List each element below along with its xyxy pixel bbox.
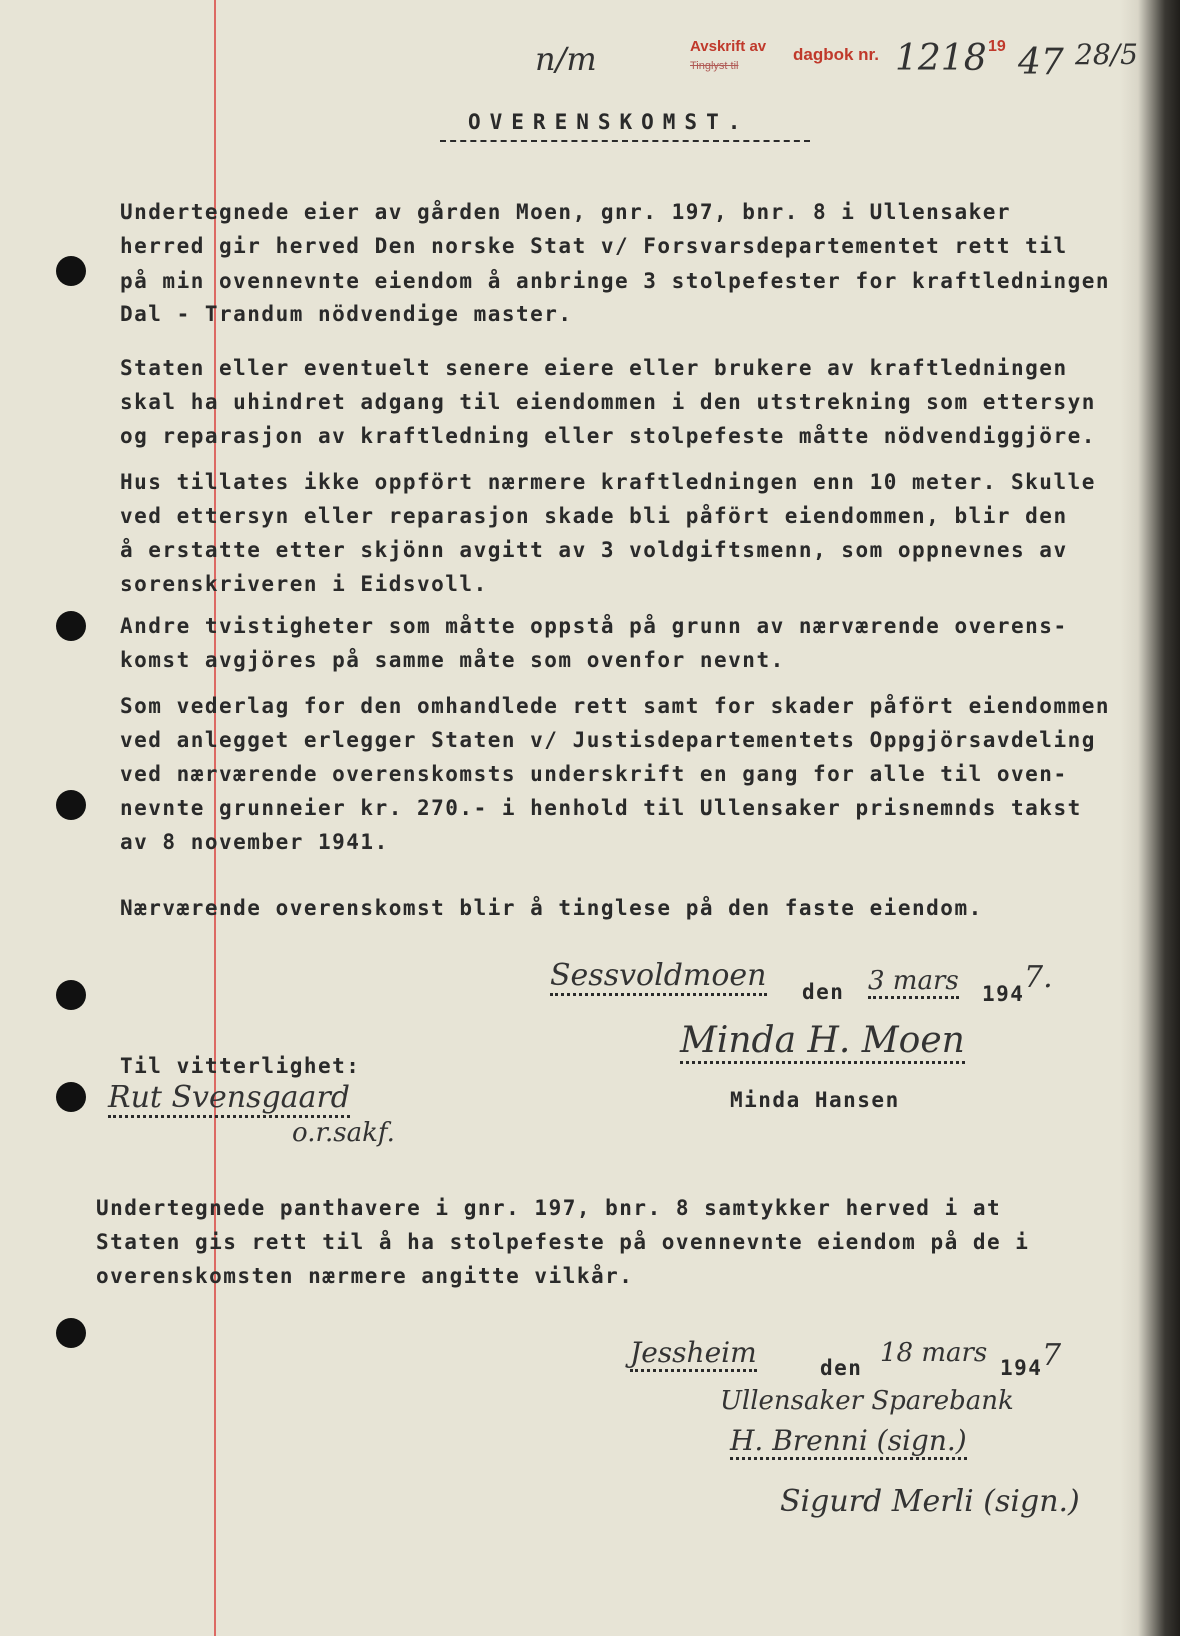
body-line: å erstatte etter skjönn avgitt av 3 voldgiftsmenn, som oppnevnes av	[120, 538, 1068, 562]
body-line: Andre tvistigheter som måtte oppstå på grunn av nærværende overens-	[120, 614, 1068, 638]
punch-hole	[56, 611, 86, 641]
signing-year-hand: 7.	[1024, 960, 1053, 995]
initials: n/m	[535, 40, 597, 78]
body-line: Staten eller eventuelt senere eiere eller brukere av kraftledningen	[120, 356, 1068, 380]
scan-edge	[1120, 0, 1180, 1636]
punch-hole	[56, 790, 86, 820]
body-line: på min ovennevnte eiendom å anbringe 3 stolpefester for kraftledningen	[120, 269, 1111, 293]
signing-date: 3 mars	[868, 966, 959, 999]
year-prefix: 19	[988, 38, 1006, 55]
punch-hole	[56, 980, 86, 1010]
bank-name: Ullensaker Sparebank	[720, 1386, 1014, 1416]
witness-note: o.r.sakf.	[292, 1118, 395, 1148]
body-line: nevnte grunneier kr. 270.- i henhold til Ullensaker prisnemnds takst	[120, 796, 1082, 820]
signing2-year-hand: 7	[1042, 1338, 1062, 1373]
title-underline	[440, 140, 810, 142]
signing2-date: 18 mars	[880, 1338, 988, 1368]
document-title: OVERENSKOMST.	[468, 110, 750, 134]
stamp-line1: Avskrift av	[690, 38, 767, 55]
body-line: Undertegnede eier av gården Moen, gnr. 197, bnr. 8 i Ullensaker	[120, 200, 1012, 224]
consent-line: overenskomsten nærmere angitte vilkår.	[96, 1264, 634, 1288]
body-line: Nærværende overenskomst blir å tinglese på den faste eiendom.	[120, 896, 983, 920]
consent-line: Staten gis rett til å ha stolpefeste på ovennevnte eiendom på de i	[96, 1230, 1030, 1254]
witness-label: Til vitterlighet:	[120, 1054, 361, 1078]
body-line: ved anlegget erlegger Staten v/ Justisdepartementets Oppgjörsavdeling	[120, 728, 1096, 752]
body-line: sorenskriveren i Eidsvoll.	[120, 572, 488, 596]
stamp-dagbok: dagbok nr.	[793, 45, 879, 64]
dagbok-year: 47	[1018, 42, 1064, 83]
signer1: H. Brenni (sign.)	[730, 1424, 967, 1460]
dagbok-number: 1218	[895, 38, 987, 79]
body-line: og reparasjon av kraftledning eller stolpefeste måtte nödvendiggjöre.	[120, 424, 1096, 448]
body-line: herred gir herved Den norske Stat v/ Forsvarsdepartementet rett til	[120, 234, 1068, 258]
body-line: Hus tillates ikke oppfört nærmere kraftledningen enn 10 meter. Skulle	[120, 470, 1096, 494]
den-label: den	[802, 980, 845, 1004]
signer2: Sigurd Merli (sign.)	[780, 1484, 1080, 1519]
punch-hole	[56, 256, 86, 286]
owner-typed-name: Minda Hansen	[730, 1088, 900, 1112]
den-label-2: den	[820, 1356, 863, 1380]
body-line: skal ha uhindret adgang til eiendommen i den utstrekning som ettersyn	[120, 390, 1096, 414]
punch-hole	[56, 1082, 86, 1112]
signing-place: Sessvoldmoen	[550, 958, 767, 996]
body-line: av 8 november 1941.	[120, 830, 389, 854]
body-line: Som vederlag for den omhandlede rett samt for skader påfört eiendommen	[120, 694, 1111, 718]
consent-line: Undertegnede panthavere i gnr. 197, bnr. 8 samtykker herved i at	[96, 1196, 1002, 1220]
witness-signature: Rut Svensgaard	[108, 1080, 350, 1118]
body-line: Dal - Trandum nödvendige master.	[120, 302, 573, 326]
owner-signature: Minda H. Moen	[680, 1020, 965, 1064]
dagbok-date: 28/5	[1075, 38, 1138, 71]
punch-hole	[56, 1318, 86, 1348]
body-line: komst avgjöres på samme måte som ovenfor nevnt.	[120, 648, 785, 672]
body-line: ved nærværende overenskomsts underskrift en gang for alle til oven-	[120, 762, 1068, 786]
signing2-place: Jessheim	[630, 1336, 757, 1372]
stamp-line2: Tinglyst til	[690, 60, 739, 72]
signing-year: 194	[982, 982, 1025, 1006]
body-line: ved ettersyn eller reparasjon skade bli påfört eiendommen, blir den	[120, 504, 1068, 528]
signing2-year: 194	[1000, 1356, 1043, 1380]
